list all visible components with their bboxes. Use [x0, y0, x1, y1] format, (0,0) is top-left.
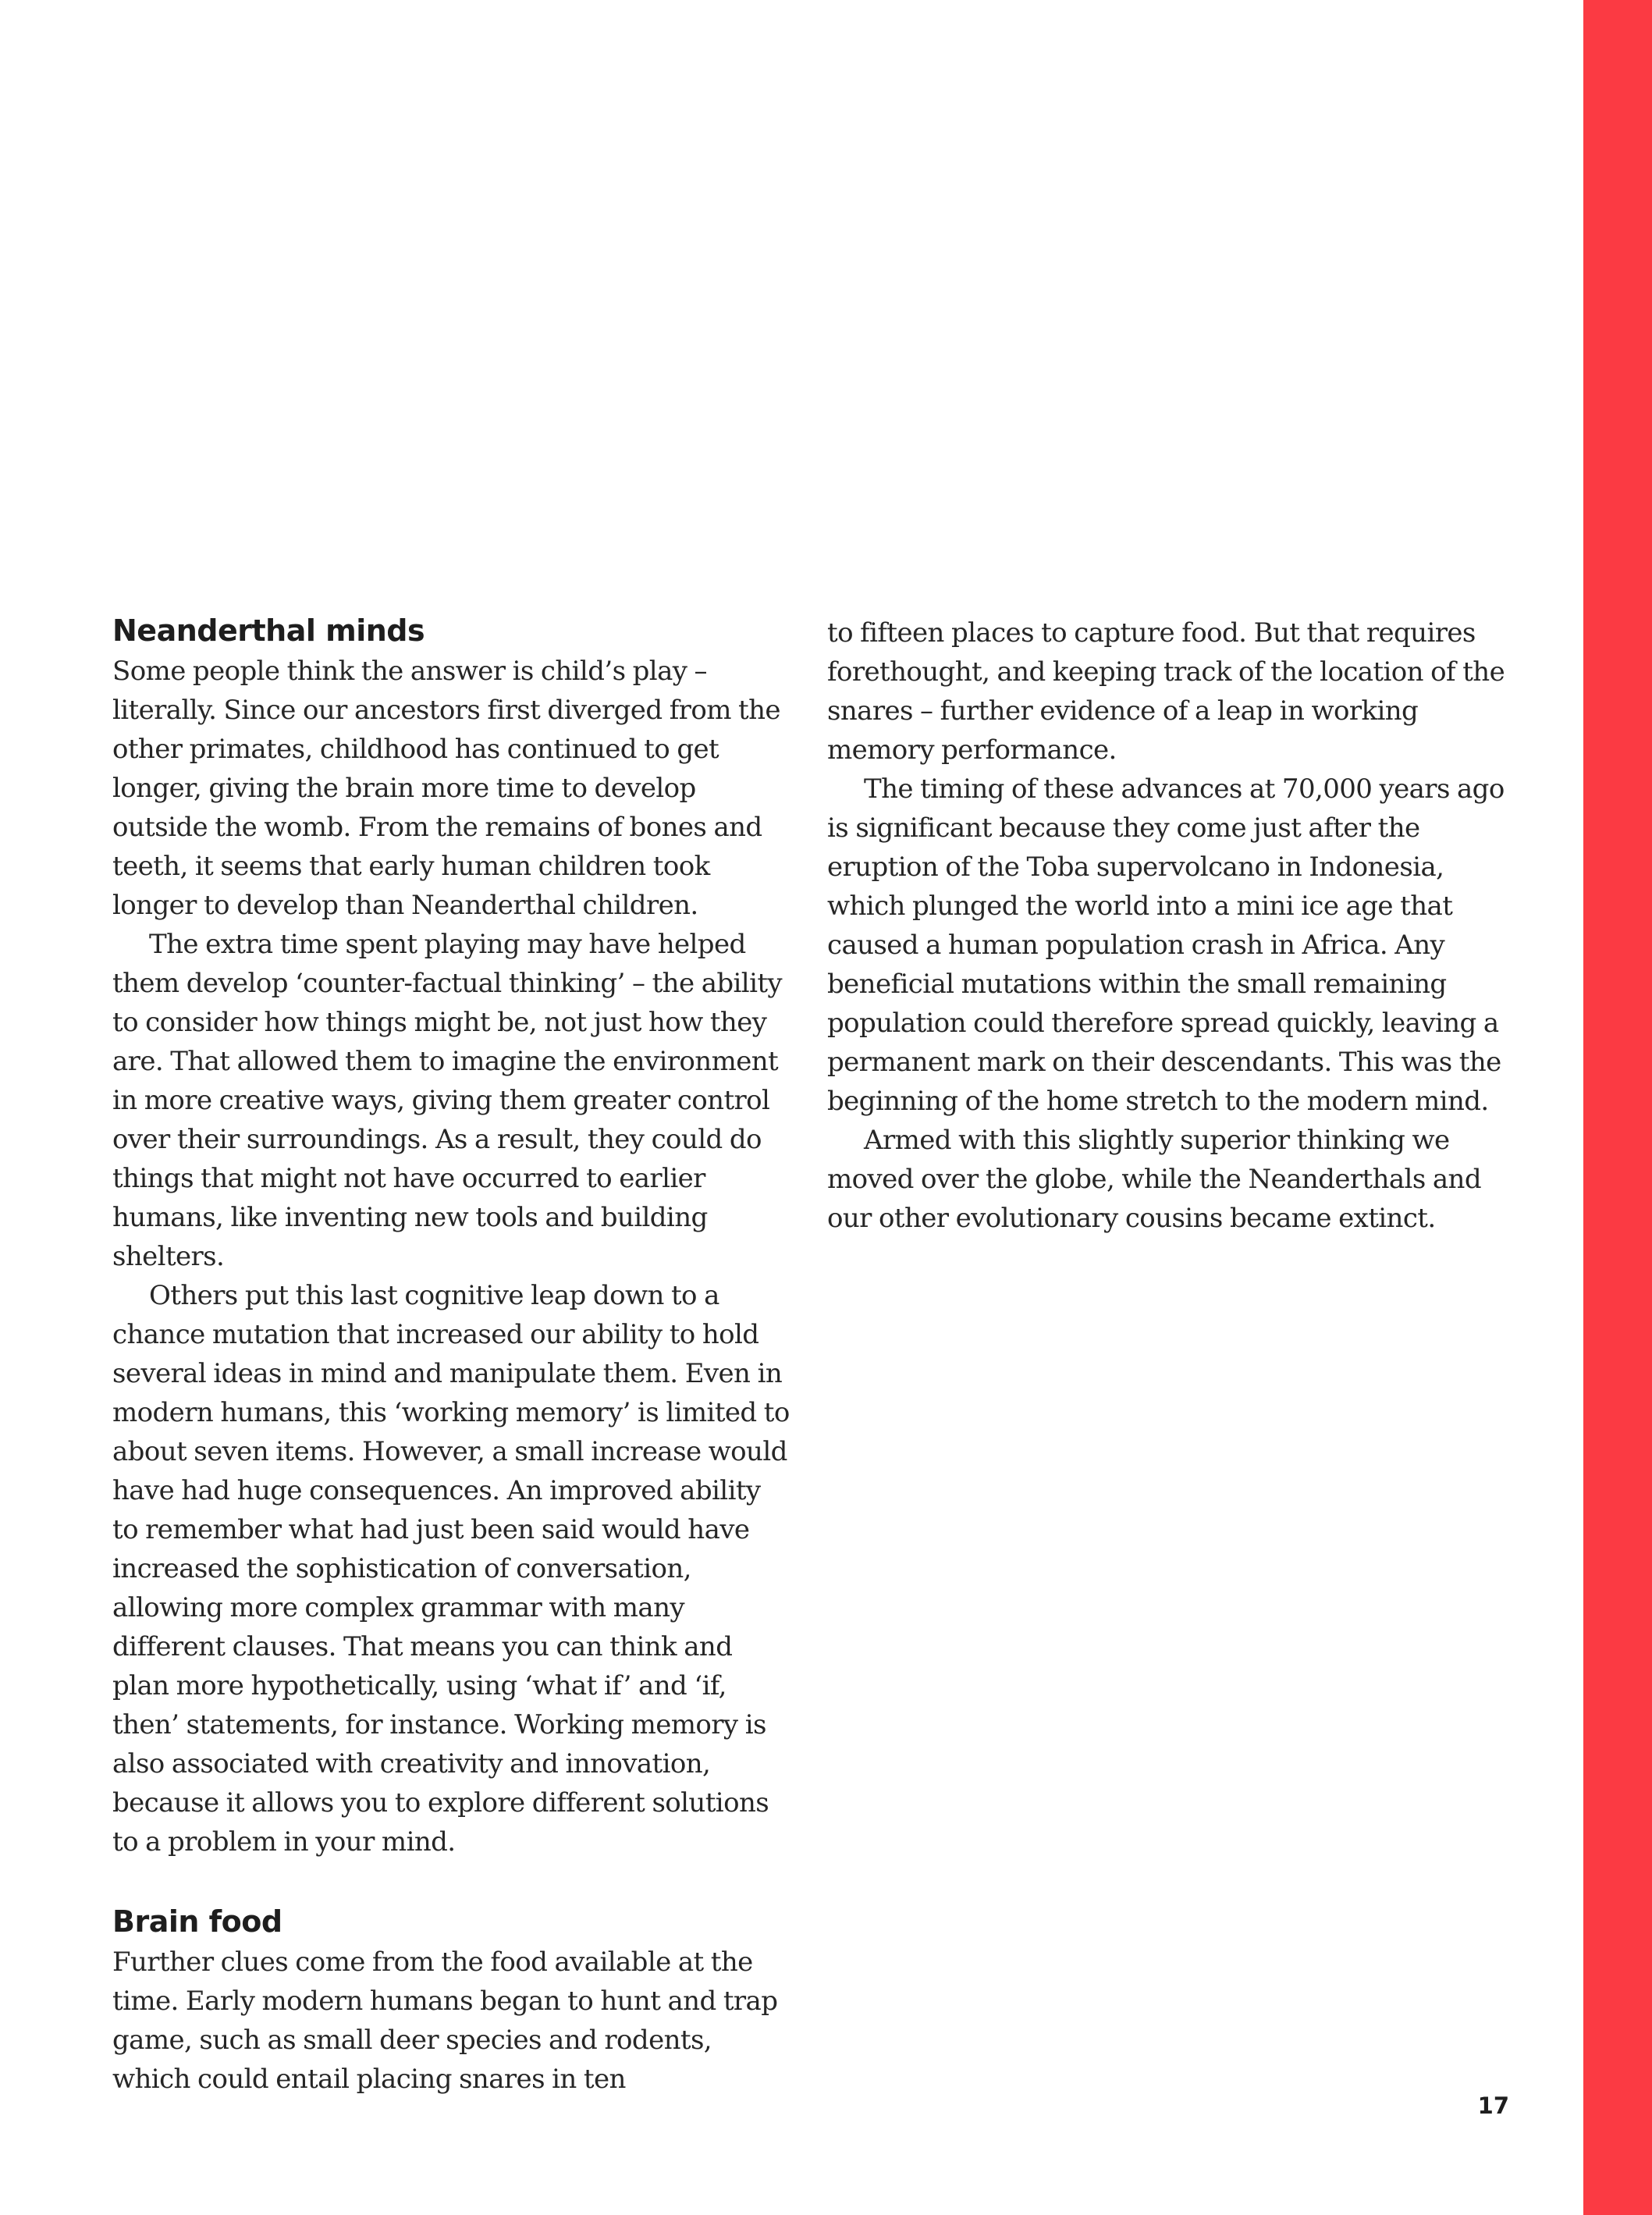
page-number: 17	[1477, 2092, 1509, 2119]
section-heading-neanderthal-minds: Neanderthal minds	[112, 613, 425, 648]
section-heading-brain-food: Brain food	[112, 1904, 282, 1939]
page-edge-red-band	[1583, 0, 1652, 2215]
body-paragraph: to fifteen places to capture food. But that requires forethought, and keeping track of the location of the snares – further evidence of a leap in working memory performance.	[827, 617, 1505, 766]
left-column	[112, 610, 791, 2099]
body-paragraph: Others put this last cognitive leap down to a chance mutation that increased our ability to hold several ideas in mind and manipulate them. Even in modern humans, this ‘working memory’ is limited to about seven items. However, a small increase would have had huge consequences. An improved ability to remember what had just been said would have increased the sophistication of conversation, allowing more complex grammar with many different clauses. That means you can think and plan more hypothetically, using ‘what if’ and ‘if, then’ statements, for instance. Working memory is also associated with creativity and innovation, because it allows you to explore different solutions to a problem in your mind.	[112, 1280, 790, 1858]
body-paragraph: Armed with this slightly superior thinking we moved over the globe, while the Neanderthals and our other evolutionary cousins became extinct.	[827, 1125, 1482, 1234]
right-column	[827, 613, 1506, 1238]
section-spacer	[112, 1861, 791, 1900]
body-paragraph: The timing of these advances at 70,000 years ago is significant because they come just after the eruption of the Toba supervolcano in Indonesia, which plunged the world into a mini ice age that caused a human population crash in Africa. Any beneficial mutations within the small remaining population could therefore spread quickly, leaving a permanent mark on their descendants. This was the beginning of the home stretch to the modern mind.	[827, 773, 1505, 1117]
body-paragraph: Further clues come from the food available at the time. Early modern humans began to hunt and trap game, such as small deer species and rodents, which could entail placing snares in ten	[112, 1947, 778, 2095]
body-paragraph: Some people think the answer is child’s play – literally. Since our ancestors first diverged from the other primates, childhood has continued to get longer, giving the brain more time to develop outside the womb. From the remains of bones and teeth, it seems that early human children took longer to develop than Neanderthal children.	[112, 656, 780, 921]
body-paragraph: The extra time spent playing may have helped them develop ‘counter-factual thinking’ – the ability to consider how things might be, not just how they are. That allowed them to imagine the environment in more creative ways, giving them greater control over their surroundings. As a result, they could do things that might not have occurred to earlier humans, like inventing new tools and building shelters.	[112, 929, 783, 1272]
